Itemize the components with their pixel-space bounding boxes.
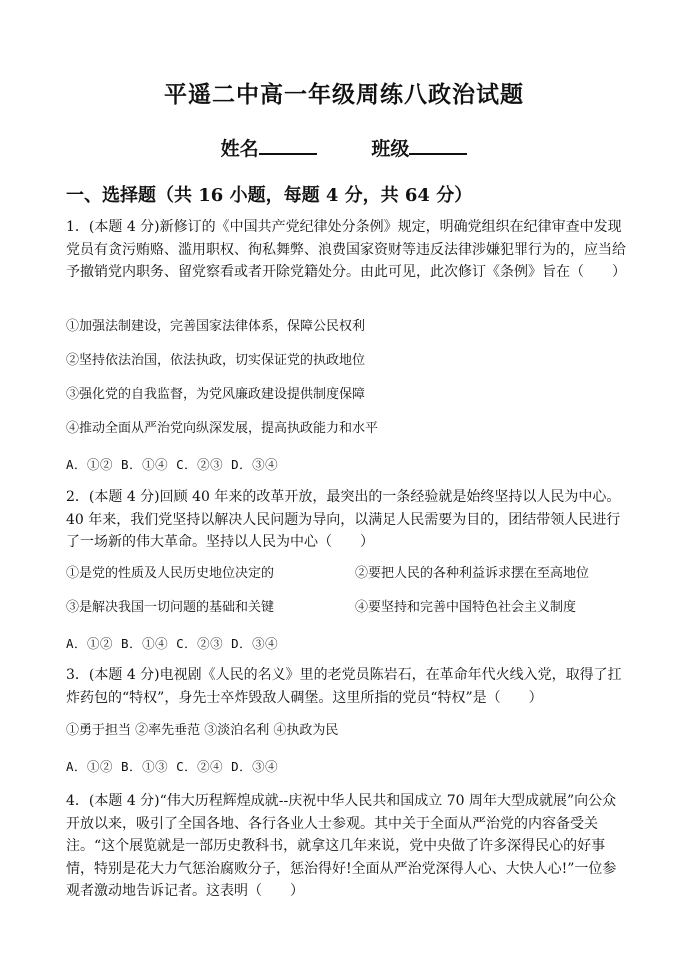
question-2-choices: A．①② B．①④ C．②③ D．③④ (66, 636, 279, 651)
class-field[interactable] (371, 134, 467, 161)
question-3-options: ①勇于担当 ②率先垂范 ③淡泊名利 ④执政为民 (66, 723, 339, 738)
section-heading: 一、选择题（共 16 小题，每题 4 分，共 64 分） (66, 185, 473, 206)
question-3-choices: A．①② B．①③ C．②④ D．③④ (66, 759, 279, 774)
name-label: 姓名 (220, 138, 259, 160)
exam-title: 平遥二中高一年级周练八政治试题 (164, 81, 524, 108)
question-2-option-4: ④要坚持和完善中国特色社会主义制度 (355, 600, 577, 615)
question-1-option-2: ②坚持依法治国，依法执政，切实保证党的执政地位 (66, 353, 366, 368)
question-2-option-3: ③是解决我国一切问题的基础和关键 (66, 600, 275, 615)
question-4-stem: 4．(本题 4 分)“伟大历程辉煌成就--庆祝中华人民共和国成立 70 周年大型成就展”向公众开放以来，吸引了全国各地、各行各业人士参观。其中关于全面从严治党的内容备受关注。“这个展览就是一部历史教科书，就拿这几年来说，党中央做了许多深得民心的好事情，特别是花大力气惩治腐败分子，惩治得好!全面从严治党深得人心、大快人心!”一位参观者激动地告诉记者。这表明（ ） (66, 793, 617, 899)
class-blank[interactable] (409, 135, 467, 155)
question-2-option-1: ①是党的性质及人民历史地位决定的 (66, 566, 275, 581)
name-field[interactable] (221, 134, 317, 161)
question-1-stem: 1．(本题 4 分)新修订的《中国共产党纪律处分条例》规定，明确党组织在纪律审查中发现党员有贪污贿赂、滥用职权、徇私舞弊、浪费国家资财等违反法律涉嫌犯罪行为的，应当给予撤销党内职务、留党察看或者开除党籍处分。由此可见，此次修订《条例》旨在（ ） (66, 219, 626, 280)
question-2-option-2: ②要把人民的各种利益诉求摆在至高地位 (355, 566, 590, 581)
student-info-row (0, 134, 688, 161)
question-3-stem: 3．(本题 4 分)电视剧《人民的名义》里的老党员陈岩石，在革命年代火线入党，取得了扛炸药包的“特权”，身先士卒炸毁敌人碉堡。这里所指的党员“特权”是（ ） (66, 667, 622, 706)
class-label: 班级 (371, 138, 410, 160)
question-1-option-3: ③强化党的自我监督，为党风廉政建设提供制度保障 (66, 387, 366, 402)
question-1-option-1: ①加强法制建设，完善国家法律体系，保障公民权利 (66, 319, 366, 334)
name-blank[interactable] (259, 135, 317, 155)
question-1-choices: A．①② B．①④ C．②③ D．③④ (66, 457, 279, 472)
question-1-option-4: ④推动全面从严治党向纵深发展，提高执政能力和水平 (66, 421, 379, 436)
question-2-stem: 2．(本题 4 分)回顾 40 年来的改革开放，最突出的一条经验就是始终坚持以人民为中心。40 年来，我们党坚持以解决人民问题为导向，以满足人民需要为目的，团结带领人民进行了一场新的伟大革命。坚持以人民为中心（ ） (66, 489, 621, 550)
